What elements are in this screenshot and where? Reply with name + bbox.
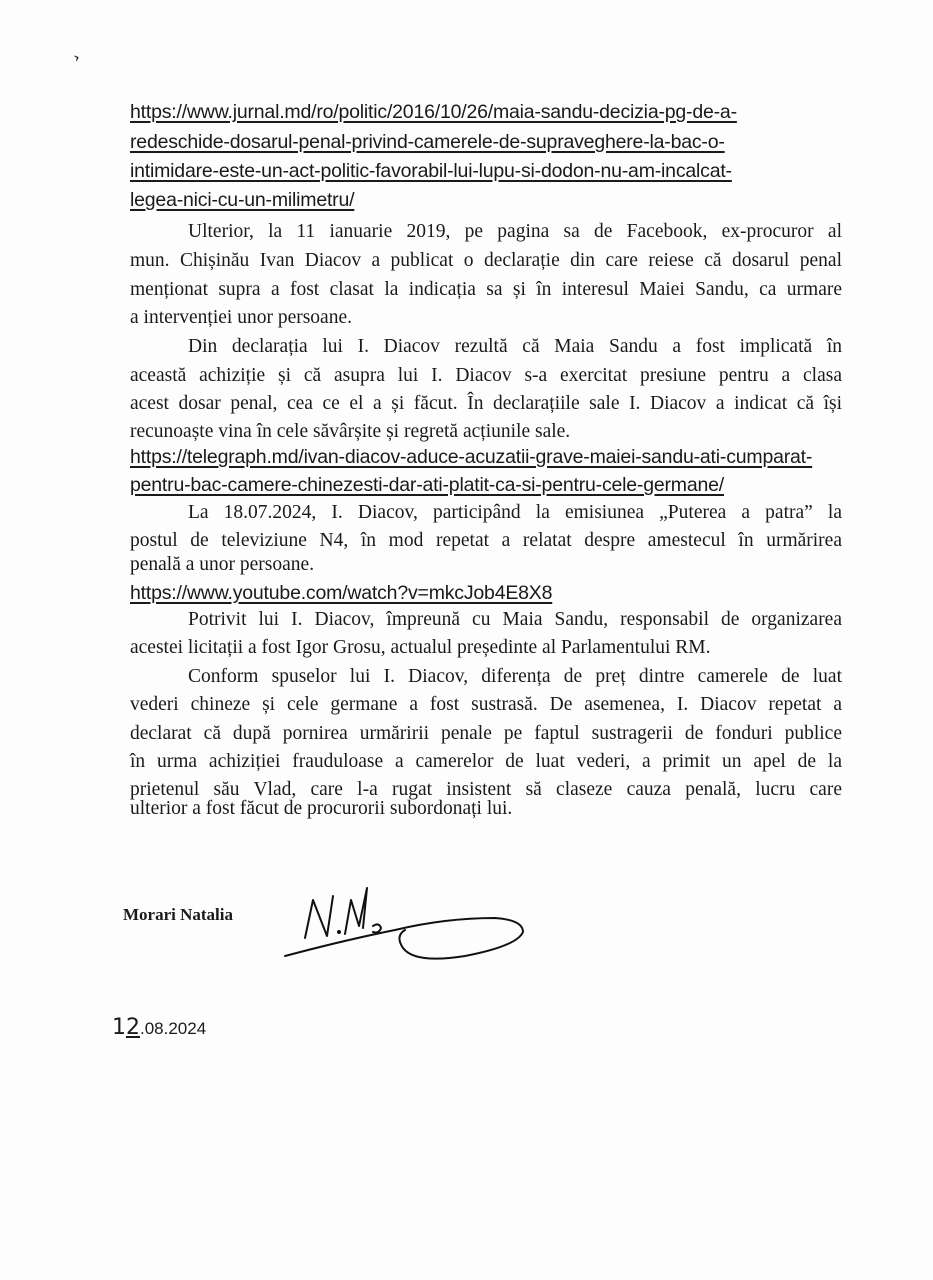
reference-link[interactable]: pentru-bac-camere-chinezesti-dar-ati-platit-ca-si-pentru-cele-germane/	[130, 474, 724, 496]
body-text-line: Ulterior, la 11 ianuarie 2019, pe pagina sa de Facebook, ex-procuror al	[188, 221, 842, 242]
body-text-line: acest dosar penal, cea ce el a și făcut. În declarațiile sale I. Diacov a indicat că își	[130, 393, 842, 414]
body-text-line: penală a unor persoane.	[130, 554, 315, 575]
signatory-name: Morari Natalia	[123, 905, 233, 924]
body-text-line: această achiziție și că asupra lui I. Diacov s-a exercitat presiune pentru a clasa	[130, 365, 842, 386]
reference-link[interactable]: redeschide-dosarul-penal-privind-camerele-de-supraveghere-la-bac-o-	[130, 131, 725, 153]
date-day-handwritten-1: 1	[112, 1015, 126, 1040]
reference-link[interactable]: https://telegraph.md/ivan-diacov-aduce-acuzatii-grave-maiei-sandu-ati-cumparat-	[130, 446, 813, 468]
body-text-line: declarat că după pornirea urmăririi penale pe faptul sustragerii de fonduri publice	[130, 723, 842, 744]
handwritten-signature	[255, 860, 535, 960]
body-text-line: a intervenției unor persoane.	[130, 307, 352, 328]
document-date	[112, 1015, 206, 1040]
body-text-line: mun. Chișinău Ivan Diacov a publicat o declarație din care reiese că dosarul penal	[130, 250, 842, 271]
body-text-line: Potrivit lui I. Diacov, împreună cu Maia Sandu, responsabil de organizarea	[188, 609, 842, 630]
body-text-line: vederi chineze și cele germane a fost sustrasă. De asemenea, I. Diacov repetat a	[130, 694, 842, 715]
body-text-line: Conform spuselor lui I. Diacov, diferența de preț dintre camerele de luat	[188, 666, 842, 687]
reference-link[interactable]: https://www.jurnal.md/ro/politic/2016/10/26/maia-sandu-decizia-pg-de-a-	[130, 101, 737, 123]
date-month-year: .08.2024	[140, 1019, 207, 1038]
body-text-line: postul de televiziune N4, în mod repetat a relatat despre amestecul în urmărirea	[130, 530, 842, 551]
page-mark: ›	[71, 49, 83, 67]
reference-link[interactable]: https://www.youtube.com/watch?v=mkcJob4E8X8	[130, 582, 553, 604]
reference-link[interactable]: legea-nici-cu-un-milimetru/	[130, 189, 355, 211]
body-text-line: menționat supra a fost clasat la indicația sa și în interesul Maiei Sandu, ca urmare	[130, 279, 842, 300]
body-text-line: prietenul său Vlad, care l-a rugat insistent să claseze cauza penală, lucru care	[130, 779, 842, 800]
body-text-line: în urma achiziției frauduloase a camerelor de luat vederi, a primit un apel de la	[130, 751, 842, 772]
date-day-handwritten-2: 2	[126, 1015, 140, 1040]
body-text-line: La 18.07.2024, I. Diacov, participând la emisiunea „Puterea a patra” la	[188, 502, 842, 523]
reference-link[interactable]: intimidare-este-un-act-politic-favorabil-lui-lupu-si-dodon-nu-am-incalcat-	[130, 160, 732, 182]
body-text-line: recunoaște vina în cele săvârșite și regretă acțiunile sale.	[130, 421, 571, 442]
body-text-line: acestei licitații a fost Igor Grosu, actualul președinte al Parlamentului RM.	[130, 637, 711, 658]
body-text-line: Din declarația lui I. Diacov rezultă că Maia Sandu a fost implicată în	[188, 336, 842, 357]
body-text-line: ulterior a fost făcut de procurorii subordonați lui.	[130, 798, 513, 819]
